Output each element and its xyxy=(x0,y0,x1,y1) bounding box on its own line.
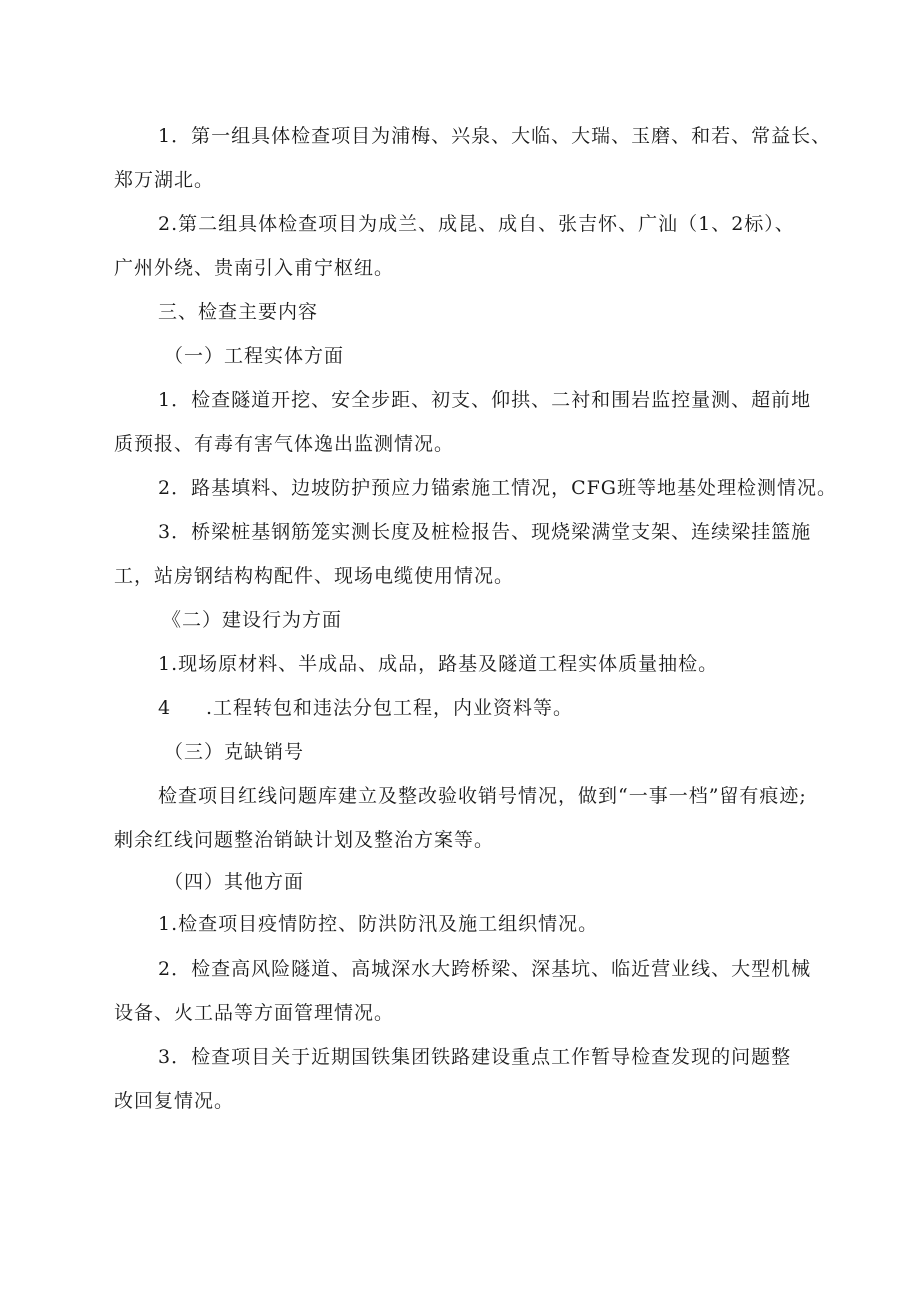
group2-line2: 广州外绕、贵南引入甫宁枢纽。 xyxy=(114,257,395,279)
part4-item3-line1: 3．检查项目关于近期国铁集团铁路建设重点工作暂导检查发现的问题整 xyxy=(158,1046,792,1068)
part2-item1: 1.现场原材料、半成品、成品，路基及隧道工程实体质量抽检。 xyxy=(158,653,719,675)
part2-item2-number: 4 xyxy=(158,697,172,719)
part2-title: 《二）建设行为方面 xyxy=(162,609,343,631)
part3-line2: 剌余红线问题整治销缺计划及整治方案等。 xyxy=(114,829,495,851)
part3-title: （三）克缺销号 xyxy=(164,741,305,763)
part4-item3-line2: 改回复情况。 xyxy=(114,1090,235,1112)
part1-item3-line2: 工，站房钢结构构配件、现场电缆使用情况。 xyxy=(114,565,515,587)
section3-title: 三、检查主要内容 xyxy=(158,301,319,323)
group1-line2: 郑万湖北。 xyxy=(114,169,215,191)
part1-item1-line2: 质预报、有毒有害气体逸出监测情况。 xyxy=(114,433,455,455)
part4-title: （四）其他方面 xyxy=(164,871,305,893)
group1-line1: 1．第一组具体检查项目为浦梅、兴泉、大临、大瑞、玉磨、和若、常益长、 xyxy=(158,125,832,147)
part4-item2-line2: 设备、火工品等方面管理情况。 xyxy=(114,1002,395,1024)
part1-item1-line1: 1．检查隧道开挖、安全步距、初支、仰拱、二衬和围岩监控量测、超前地 xyxy=(158,389,812,411)
part1-title: （一）工程实体方面 xyxy=(164,345,345,367)
part1-item2: 2．路基填料、边坡防护预应力锚索施工情况，CFG班等地基处理检测情况。 xyxy=(158,477,837,499)
part4-item1: 1.检查项目疫情防控、防洪防汛及施工组织情况。 xyxy=(158,913,599,935)
part3-line1: 检查项目红线问题库建立及整改验收销号情况，做到“一事一档”留有痕迹; xyxy=(158,785,807,807)
group2-line1: 2.第二组具体检查项目为成兰、成昆、成自、张吉怀、广汕（1、2标）、 xyxy=(158,213,795,235)
part4-item2-line1: 2．检查高风险隧道、高城深水大跨桥梁、深基坑、临近营业线、大型机械 xyxy=(158,958,812,980)
part2-item2-text: .工程转包和违法分包工程，内业资料等。 xyxy=(206,697,574,719)
part1-item3-line1: 3．桥梁桩基钢筋笼实测长度及桩检报告、现烧梁满堂支架、连续梁挂篮施 xyxy=(158,521,812,543)
